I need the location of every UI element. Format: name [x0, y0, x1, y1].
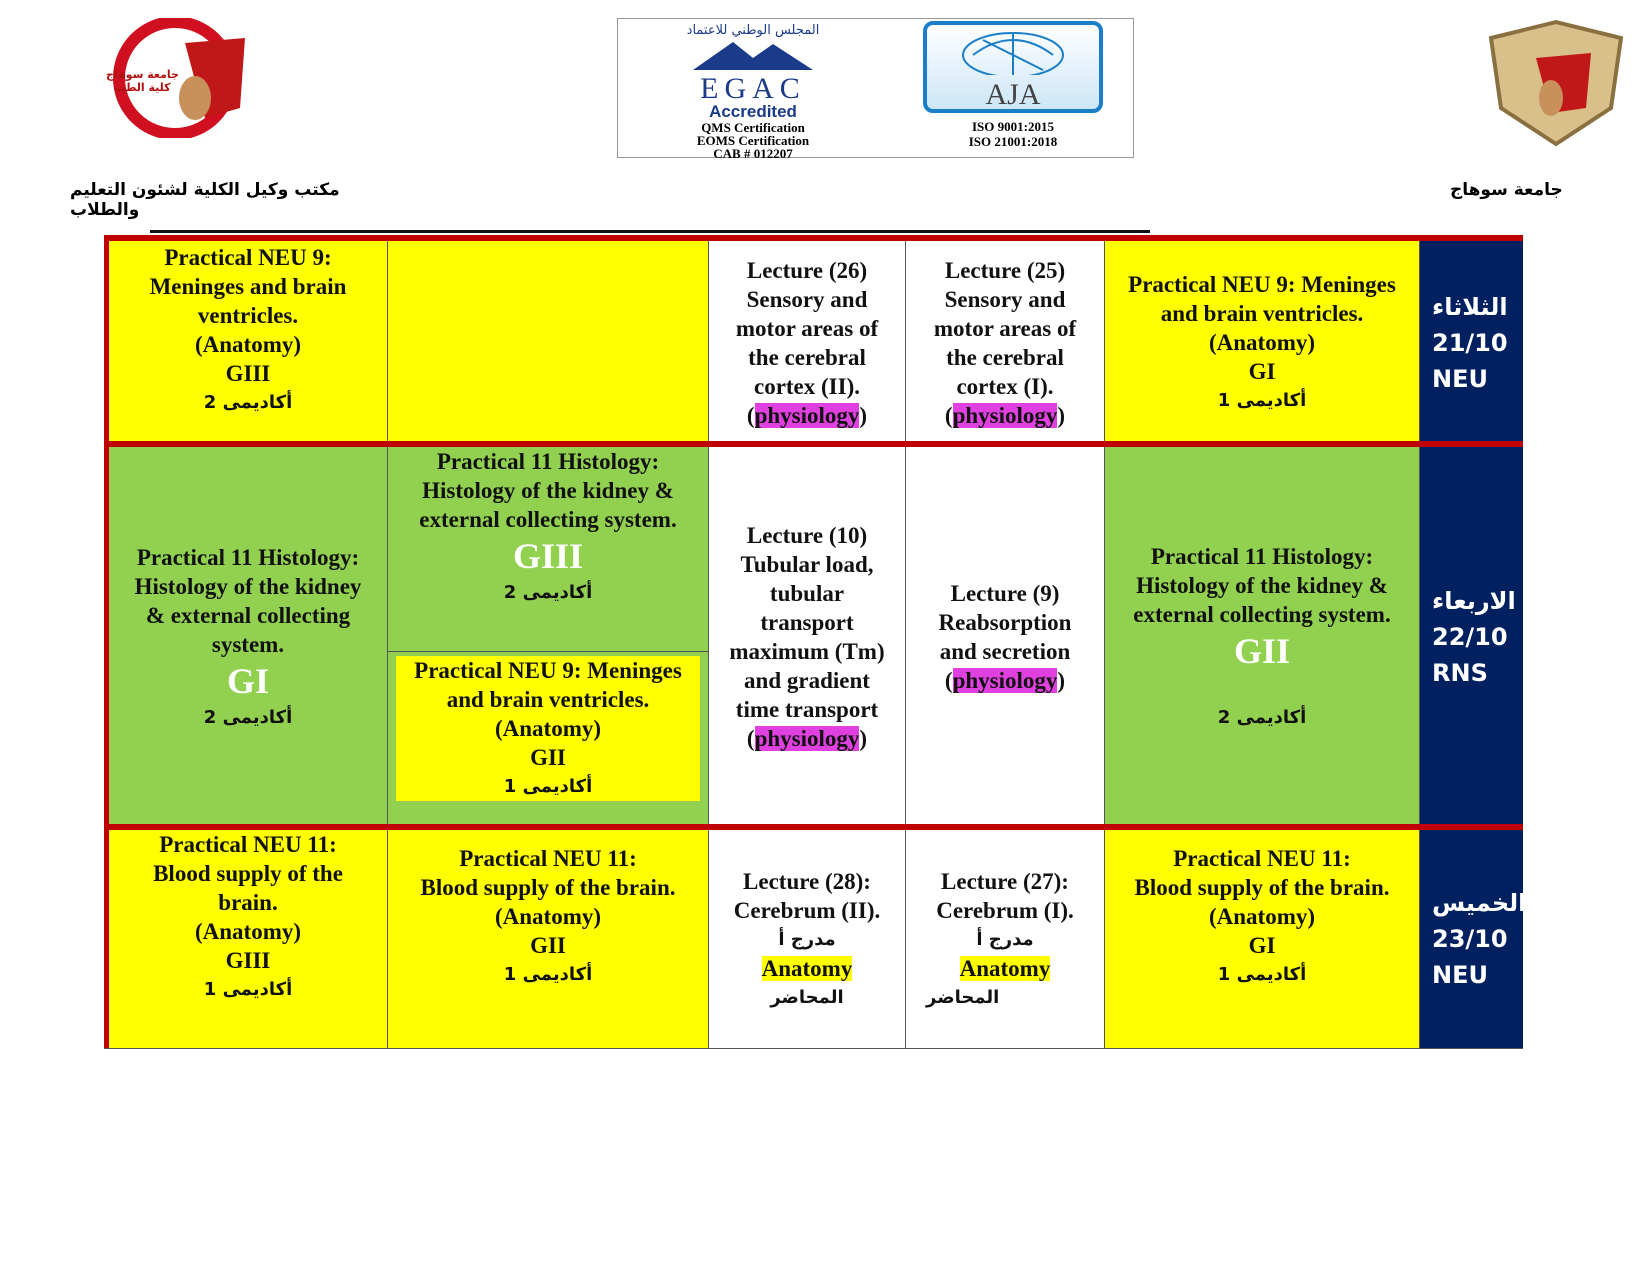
cell-lecture-25: Lecture (25) Sensory and motor areas of the cerebral cortex (I). (physiology) — [906, 241, 1105, 444]
university-name: جامعة سوهاج — [1450, 180, 1563, 200]
cell-histology-gi: Practical 11 Histology: Histology of the kidney & external collecting system. GI أكاديمى 2 — [109, 447, 388, 827]
cell-practical-neu9-giii: Practical NEU 9: Meninges and brain ventricles. (Anatomy) GIII أكاديمى 2 — [109, 241, 388, 444]
cell-empty — [388, 241, 709, 444]
iso-9001: ISO 9001:2015 — [972, 119, 1054, 134]
office-title: مكتب وكيل الكلية لشئون التعليم والطلاب — [70, 180, 340, 220]
cell-practical-neu9-gi: Practical NEU 9: Meninges and brain ventricles. (Anatomy) GI أكاديمى 1 — [1105, 241, 1420, 444]
aja-logo: AJA — [923, 21, 1103, 113]
day-label-tuesday: الثلاثاء 21/10 NEU — [1420, 241, 1523, 444]
cell-histology-gii: Practical 11 Histology: Histology of the kidney & external collecting system. GII أكاديمى 2 — [1105, 447, 1420, 827]
cell-lecture-9: Lecture (9) Reabsorption and secretion (physiology) — [906, 447, 1105, 827]
cell-practical-neu11-gi: Practical NEU 11: Blood supply of the brain. (Anatomy) GI أكاديمى 1 — [1105, 830, 1420, 1048]
accreditation-banner — [617, 18, 1134, 161]
day-label-thursday: الخميس 23/10 NEU — [1420, 830, 1523, 1048]
university-logo — [1481, 18, 1631, 148]
cell-practical-neu11-giii: Practical NEU 11: Blood supply of the brain. (Anatomy) GIII أكاديمى 1 — [109, 830, 388, 1048]
cell-histology-giii: Practical 11 Histology: Histology of the kidney & external collecting system. GIII أكاديمى 2 — [388, 447, 709, 652]
cell-lecture-27: Lecture (27): Cerebrum (I). مدرج أ Anatomy المحاضر — [906, 830, 1105, 1048]
cell-lecture-26: Lecture (26) Sensory and motor areas of the cerebral cortex (II). (physiology) — [709, 241, 906, 444]
cell-practical-neu9-gii: Practical NEU 9: Meninges and brain ventricles. (Anatomy) GII أكاديمى 1 — [388, 652, 709, 827]
cell-practical-neu11-gii: Practical NEU 11: Blood supply of the brain. (Anatomy) GII أكاديمى 1 — [388, 830, 709, 1048]
cell-lecture-28: Lecture (28): Cerebrum (II). مدرج أ Anatomy المحاضر — [709, 830, 906, 1048]
faculty-logo-text: جامعة سوهاج كلية الطب — [106, 68, 179, 94]
day-label-wednesday: الاربعاء 22/10 RNS — [1420, 447, 1523, 827]
header-rule — [150, 230, 1150, 233]
faculty-logo — [95, 18, 265, 138]
iso-21001: ISO 21001:2018 — [968, 134, 1058, 149]
egac-logo: المجلس الوطني للاعتماد EGAC Accredited QMS Certification EOMS Certification CAB # 012207 — [686, 23, 820, 161]
cell-lecture-10: Lecture (10) Tubular load, tubular transport maximum (Tm) and gradient time transport (physiology) — [709, 447, 906, 827]
